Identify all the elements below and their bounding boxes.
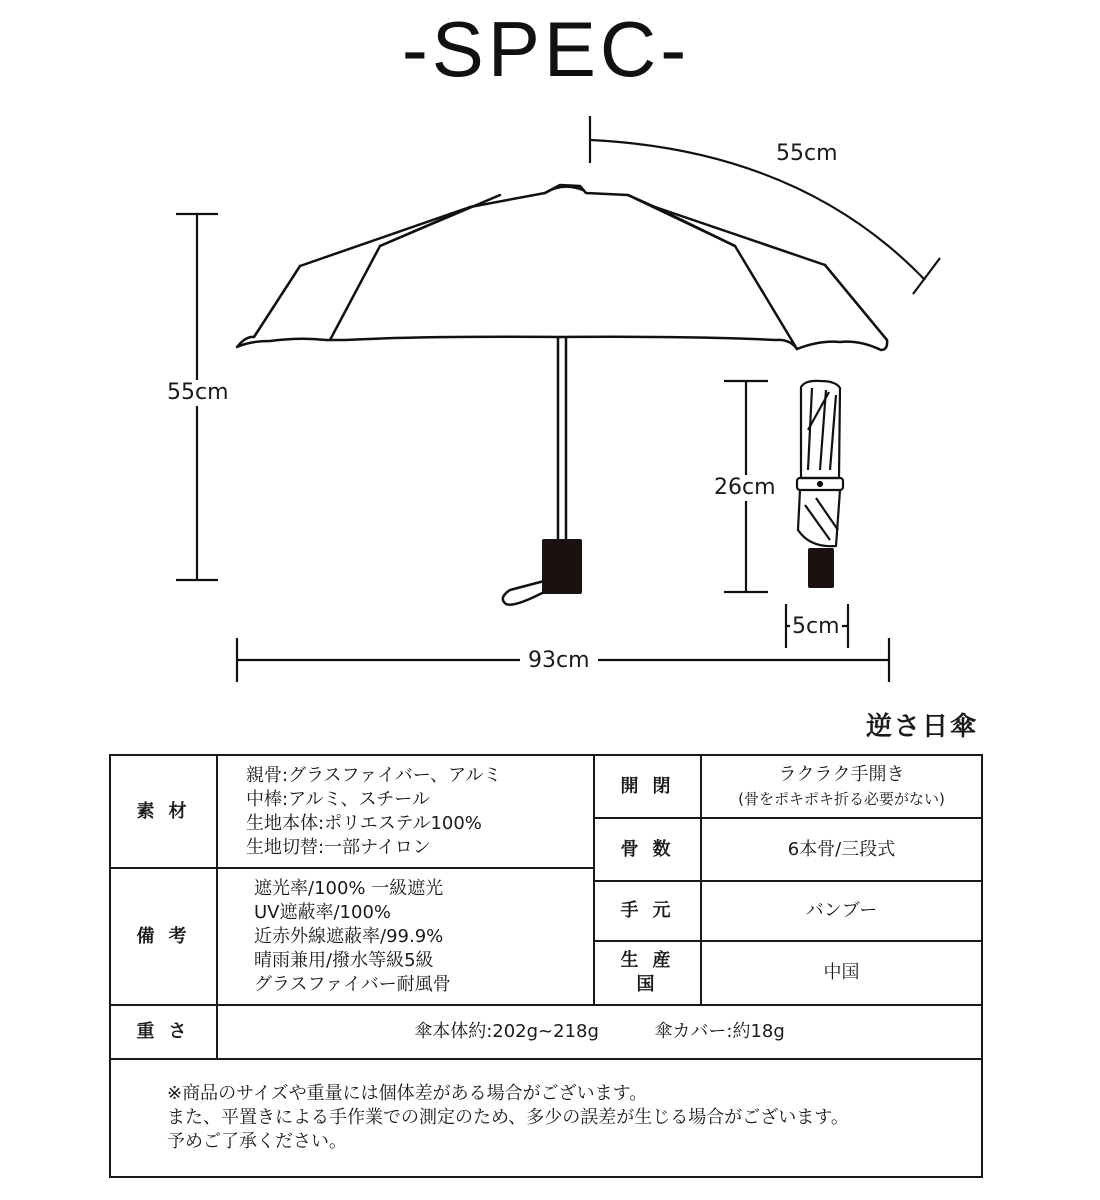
material-line: 生地切替:一部ナイロン: [246, 836, 431, 858]
footnote-line: また、平置きによる手作業での測定のため、多少の誤差が生じる場合がございます。: [167, 1107, 849, 1128]
open-umbrella-shaft: [558, 338, 566, 540]
notes-line: 遮光率/100% 一級遮光: [254, 877, 444, 899]
open-umbrella-handle: [542, 539, 582, 594]
weight-cover: 傘カバー:約18g: [654, 1021, 785, 1042]
footnote-line: 予めご了承ください。: [167, 1131, 347, 1152]
material-line: 親骨:グラスファイバー、アルミ: [246, 764, 502, 786]
notes-line: 晴雨兼用/撥水等級5級: [254, 949, 434, 971]
spec-table: [109, 754, 983, 1178]
diameter-label: 93cm: [520, 648, 598, 674]
open-umbrella-canopy: [237, 185, 887, 350]
folded-umbrella-handle: [808, 548, 834, 588]
folded-umbrella: [797, 381, 843, 546]
notes-line: UV遮蔽率/100%: [254, 901, 392, 923]
material-line: 生地本体:ポリエステル100%: [246, 812, 482, 834]
folded-length-label: 26cm: [714, 475, 776, 500]
material-label: 素材: [110, 755, 217, 868]
notes-label: 備考: [110, 868, 217, 1005]
wrist-strap: [503, 580, 548, 605]
rib-count-value: 6本骨/三段式: [701, 818, 982, 881]
rib-length-label: 55cm: [776, 141, 838, 166]
notes-line: 近赤外線遮蔽率/99.9%: [254, 925, 444, 947]
page-title: -SPEC-: [401, 5, 691, 93]
weight-body: 傘本体約:202g~218g: [414, 1021, 599, 1042]
notes-line: グラスファイバー耐風骨: [254, 973, 451, 995]
weight-label: 重さ: [110, 1005, 217, 1059]
footnote: [110, 1059, 982, 1177]
open-close-value: [701, 755, 982, 818]
footnote-line: ※商品のサイズや重量には個体差がある場合がございます。: [167, 1083, 648, 1104]
rib-length-dimension: [590, 116, 940, 294]
weight-value: [217, 1005, 982, 1059]
origin-label: 生産国: [594, 941, 701, 1005]
rib-count-label: 骨数: [594, 818, 701, 881]
open-close-text: ラクラク手開き: [778, 763, 905, 785]
height-label: 55cm: [167, 380, 229, 405]
handle-value: バンブー: [701, 881, 982, 941]
folded-width-label: 5cm: [792, 614, 840, 639]
handle-label: 手元: [594, 881, 701, 941]
material-line: 中棒:アルミ、スチール: [246, 788, 430, 810]
open-close-note: (骨をポキポキ折る必要がない): [738, 789, 945, 808]
product-subtitle: 逆さ日傘: [865, 712, 978, 742]
notes-value: [217, 868, 594, 1005]
open-close-label: 開閉: [594, 755, 701, 818]
origin-value: 中国: [701, 941, 982, 1005]
material-value: [217, 755, 594, 868]
